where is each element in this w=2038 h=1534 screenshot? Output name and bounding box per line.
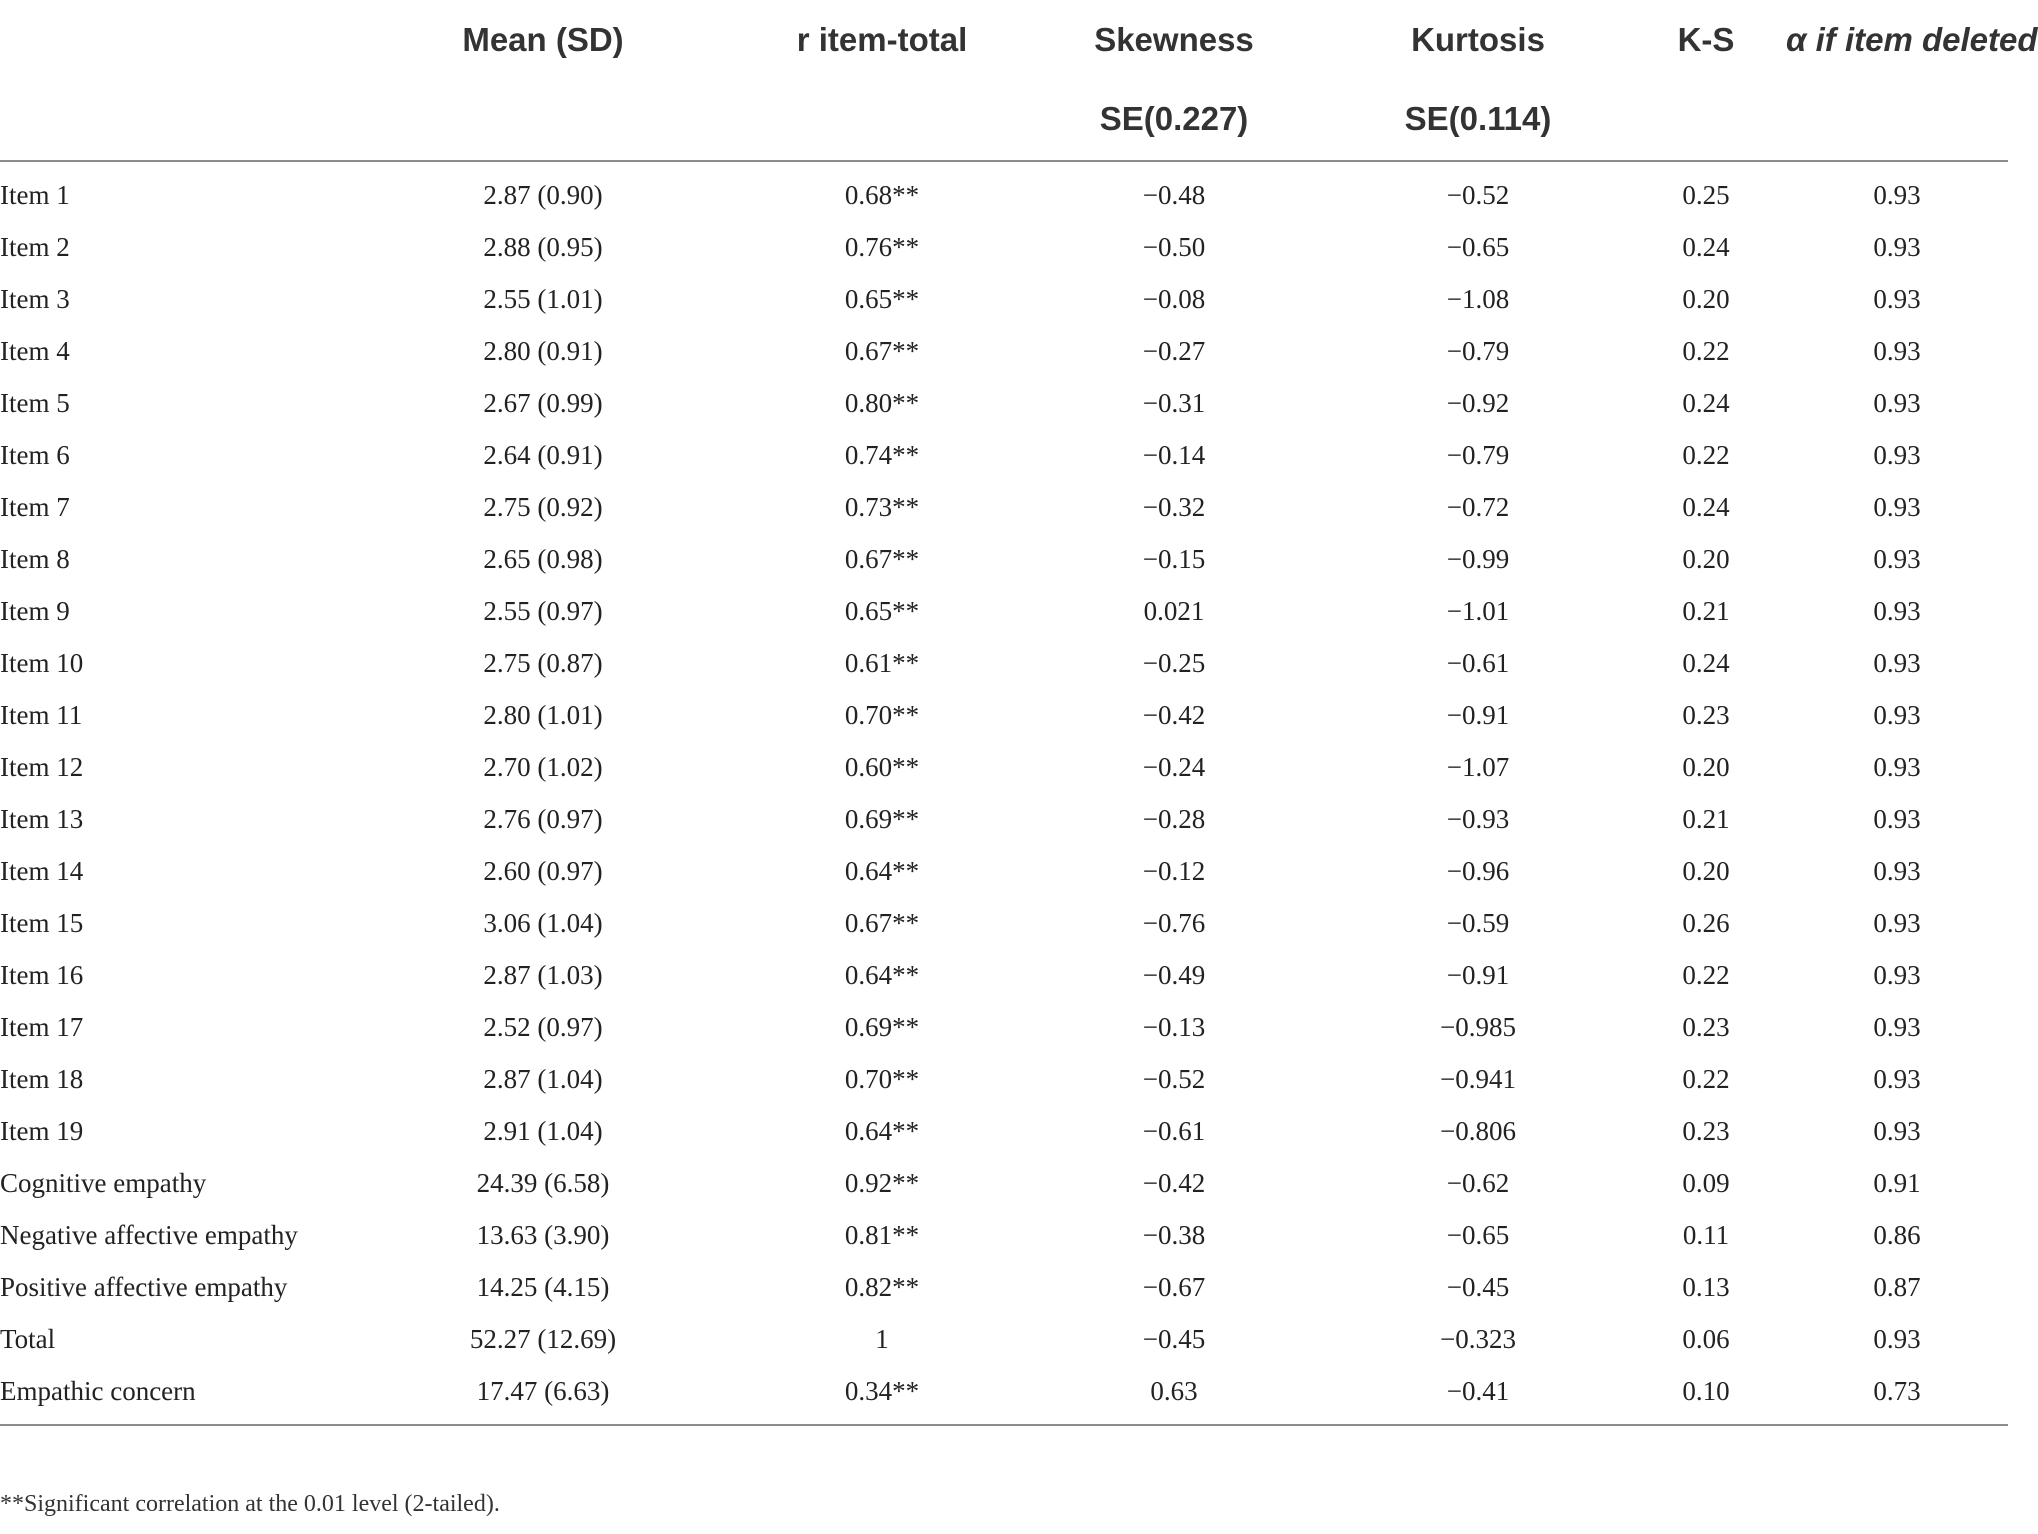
header-r-item-total-line1: r item-total: [796, 21, 968, 58]
r-item-total-cell: 0.65**: [844, 595, 920, 626]
r-item-total-cell: 0.64**: [844, 855, 920, 886]
ks-cell: 0.09: [1682, 1167, 1730, 1198]
r-item-total-cell: 0.70**: [844, 699, 920, 730]
table-row: [0, 741, 2008, 793]
mean-sd-cell: 2.60 (0.97): [483, 855, 603, 886]
kurtosis-cell: −0.806: [1440, 1115, 1516, 1146]
mean-sd-cell: 3.06 (1.04): [483, 907, 603, 938]
header-kurtosis-line1: Kurtosis: [1411, 21, 1545, 58]
mean-sd-cell: 2.67 (0.99): [483, 387, 603, 418]
ks-cell: 0.22: [1682, 335, 1730, 366]
r-item-total-cell: 0.74**: [844, 439, 920, 470]
alpha-cell: 0.93: [1873, 543, 1921, 574]
r-item-total-cell: 0.64**: [844, 1115, 920, 1146]
row-label: Item 2: [0, 231, 70, 262]
kurtosis-cell: −0.92: [1446, 387, 1510, 418]
skewness-cell: 0.021: [1143, 595, 1205, 626]
alpha-cell: 0.93: [1873, 959, 1921, 990]
row-label: Item 4: [0, 335, 70, 366]
skewness-cell: −0.08: [1142, 283, 1206, 314]
header-row: [0, 0, 2008, 161]
skewness-cell: −0.12: [1142, 855, 1206, 886]
alpha-cell: 0.91: [1873, 1167, 1921, 1198]
row-label: Item 17: [0, 1011, 84, 1042]
table-row: [0, 481, 2008, 533]
ks-cell: 0.13: [1682, 1271, 1730, 1302]
r-item-total-cell: 0.73**: [844, 491, 920, 522]
skewness-cell: 0.63: [1150, 1375, 1198, 1406]
kurtosis-cell: −0.323: [1440, 1323, 1516, 1354]
header-skewness-se: SE(0.227): [1099, 100, 1249, 137]
kurtosis-cell: −0.45: [1446, 1271, 1510, 1302]
table-row: [0, 949, 2008, 1001]
ks-cell: 0.23: [1682, 1011, 1730, 1042]
alpha-cell: 0.93: [1873, 647, 1921, 678]
ks-cell: 0.25: [1682, 179, 1730, 210]
skewness-cell: −0.31: [1142, 387, 1206, 418]
header-kurtosis: [1330, 0, 1626, 161]
r-item-total-cell: 0.69**: [844, 803, 920, 834]
table-row: [0, 161, 2008, 221]
mean-sd-cell: 52.27 (12.69): [469, 1323, 617, 1354]
row-label: Item 7: [0, 491, 70, 522]
header-ks: [1626, 0, 1786, 161]
kurtosis-cell: −1.07: [1446, 751, 1510, 782]
r-item-total-cell: 0.34**: [844, 1375, 920, 1406]
r-item-total-cell: 0.82**: [844, 1271, 920, 1302]
table-footnote: **Significant correlation at the 0.01 level (2-tailed).: [0, 1491, 500, 1517]
mean-sd-cell: 2.52 (0.97): [483, 1011, 603, 1042]
ks-cell: 0.22: [1682, 439, 1730, 470]
mean-sd-cell: 2.75 (0.87): [483, 647, 603, 678]
skewness-cell: −0.27: [1142, 335, 1206, 366]
skewness-cell: −0.42: [1142, 1167, 1206, 1198]
kurtosis-cell: −0.52: [1446, 179, 1510, 210]
skewness-cell: −0.24: [1142, 751, 1206, 782]
row-label: Cognitive empathy: [0, 1167, 207, 1198]
skewness-cell: −0.38: [1142, 1219, 1206, 1250]
ks-cell: 0.21: [1682, 803, 1730, 834]
skewness-cell: −0.13: [1142, 1011, 1206, 1042]
mean-sd-cell: 2.76 (0.97): [483, 803, 603, 834]
table-row: [0, 1053, 2008, 1105]
row-label: Item 6: [0, 439, 70, 470]
header-mean-sd: [340, 0, 746, 161]
kurtosis-cell: −0.79: [1446, 439, 1510, 470]
skewness-cell: −0.42: [1142, 699, 1206, 730]
table-row: [0, 377, 2008, 429]
kurtosis-cell: −0.91: [1446, 699, 1510, 730]
kurtosis-cell: −1.08: [1446, 283, 1510, 314]
alpha-cell: 0.73: [1873, 1375, 1921, 1406]
table-body: [0, 161, 2008, 1424]
row-label: Item 15: [0, 907, 84, 938]
skewness-cell: −0.61: [1142, 1115, 1206, 1146]
r-item-total-cell: 0.76**: [844, 231, 920, 262]
header-r-item-total: [746, 0, 1018, 161]
table-row: [0, 637, 2008, 689]
r-item-total-cell: 0.65**: [844, 283, 920, 314]
alpha-cell: 0.93: [1873, 231, 1921, 262]
header-ks-line1: K-S: [1677, 21, 1735, 58]
table-row: [0, 325, 2008, 377]
alpha-cell: 0.93: [1873, 1063, 1921, 1094]
alpha-cell: 0.93: [1873, 803, 1921, 834]
row-label: Item 19: [0, 1115, 84, 1146]
alpha-cell: 0.93: [1873, 387, 1921, 418]
table-row: [0, 221, 2008, 273]
alpha-cell: 0.87: [1873, 1271, 1921, 1302]
header-alpha-if-deleted: [1786, 0, 2038, 161]
header-item-column: [0, 0, 340, 161]
row-label: Item 5: [0, 387, 70, 418]
row-label: Item 13: [0, 803, 84, 834]
table-row: [0, 273, 2008, 325]
ks-cell: 0.23: [1682, 1115, 1730, 1146]
kurtosis-cell: −1.01: [1446, 595, 1510, 626]
mean-sd-cell: 2.87 (1.03): [483, 959, 603, 990]
r-item-total-cell: 0.64**: [844, 959, 920, 990]
ks-cell: 0.20: [1682, 855, 1730, 886]
alpha-cell: 0.93: [1873, 1011, 1921, 1042]
kurtosis-cell: −0.96: [1446, 855, 1510, 886]
row-label: Item 18: [0, 1063, 84, 1094]
row-label: Empathic concern: [0, 1375, 196, 1406]
row-label: Positive affective empathy: [0, 1271, 288, 1302]
kurtosis-cell: −0.99: [1446, 543, 1510, 574]
ks-cell: 0.22: [1682, 1063, 1730, 1094]
table-row: [0, 429, 2008, 481]
alpha-cell: 0.93: [1873, 699, 1921, 730]
ks-cell: 0.26: [1682, 907, 1730, 938]
mean-sd-cell: 2.65 (0.98): [483, 543, 603, 574]
skewness-cell: −0.49: [1142, 959, 1206, 990]
r-item-total-cell: 0.60**: [844, 751, 920, 782]
alpha-cell: 0.93: [1873, 595, 1921, 626]
skewness-cell: −0.14: [1142, 439, 1206, 470]
alpha-cell: 0.93: [1873, 179, 1921, 210]
ks-cell: 0.24: [1682, 491, 1730, 522]
skewness-cell: −0.50: [1142, 231, 1206, 262]
skewness-cell: −0.67: [1142, 1271, 1206, 1302]
header-skewness-line1: Skewness: [1094, 21, 1254, 58]
kurtosis-cell: −0.941: [1440, 1063, 1516, 1094]
header-mean-sd-line1: Mean (SD): [462, 21, 624, 58]
table-header: [0, 0, 2038, 161]
skewness-cell: −0.28: [1142, 803, 1206, 834]
mean-sd-cell: 2.80 (1.01): [483, 699, 603, 730]
r-item-total-cell: 0.70**: [844, 1063, 920, 1094]
skewness-cell: −0.52: [1142, 1063, 1206, 1094]
row-label: Item 8: [0, 543, 70, 574]
row-label: Item 11: [0, 699, 83, 730]
header-alpha-line1: α if item deleted: [1786, 21, 2038, 58]
skewness-cell: −0.76: [1142, 907, 1206, 938]
alpha-cell: 0.93: [1873, 855, 1921, 886]
r-item-total-cell: 0.67**: [844, 543, 920, 574]
alpha-cell: 0.93: [1873, 335, 1921, 366]
mean-sd-cell: 24.39 (6.58): [476, 1167, 610, 1198]
kurtosis-cell: −0.79: [1446, 335, 1510, 366]
mean-sd-cell: 2.55 (0.97): [483, 595, 603, 626]
row-label: Total: [0, 1323, 56, 1354]
kurtosis-cell: −0.91: [1446, 959, 1510, 990]
r-item-total-cell: 1: [875, 1323, 889, 1354]
alpha-cell: 0.93: [1873, 439, 1921, 470]
table-row: [0, 585, 2008, 637]
header-kurtosis-se: SE(0.114): [1404, 100, 1552, 137]
r-item-total-cell: 0.69**: [844, 1011, 920, 1042]
ks-cell: 0.10: [1682, 1375, 1730, 1406]
kurtosis-cell: −0.65: [1446, 1219, 1510, 1250]
mean-sd-cell: 2.75 (0.92): [483, 491, 603, 522]
alpha-cell: 0.93: [1873, 751, 1921, 782]
kurtosis-cell: −0.65: [1446, 231, 1510, 262]
mean-sd-cell: 2.88 (0.95): [483, 231, 603, 262]
ks-cell: 0.24: [1682, 231, 1730, 262]
alpha-cell: 0.93: [1873, 1115, 1921, 1146]
ks-cell: 0.20: [1682, 751, 1730, 782]
table-row: [0, 1261, 2008, 1313]
mean-sd-cell: 13.63 (3.90): [476, 1219, 610, 1250]
r-item-total-cell: 0.67**: [844, 335, 920, 366]
table-row: [0, 689, 2008, 741]
table-row: [0, 1365, 2008, 1424]
ks-cell: 0.22: [1682, 959, 1730, 990]
ks-cell: 0.20: [1682, 543, 1730, 574]
mean-sd-cell: 2.70 (1.02): [483, 751, 603, 782]
row-label: Item 14: [0, 855, 84, 886]
mean-sd-cell: 2.87 (1.04): [483, 1063, 603, 1094]
kurtosis-cell: −0.59: [1446, 907, 1510, 938]
kurtosis-cell: −0.985: [1440, 1011, 1516, 1042]
alpha-cell: 0.93: [1873, 491, 1921, 522]
ks-cell: 0.11: [1682, 1219, 1730, 1250]
mean-sd-cell: 14.25 (4.15): [476, 1271, 610, 1302]
skewness-cell: −0.15: [1142, 543, 1206, 574]
header-skewness: [1018, 0, 1330, 161]
table-row: [0, 533, 2008, 585]
mean-sd-cell: 2.80 (0.91): [483, 335, 603, 366]
r-item-total-cell: 0.92**: [844, 1167, 920, 1198]
alpha-cell: 0.93: [1873, 1323, 1921, 1354]
mean-sd-cell: 2.91 (1.04): [483, 1115, 603, 1146]
alpha-cell: 0.93: [1873, 283, 1921, 314]
row-label: Item 10: [0, 647, 84, 678]
skewness-cell: −0.48: [1142, 179, 1206, 210]
row-label: Item 3: [0, 283, 70, 314]
row-label: Item 9: [0, 595, 70, 626]
r-item-total-cell: 0.67**: [844, 907, 920, 938]
r-item-total-cell: 0.81**: [844, 1219, 920, 1250]
kurtosis-cell: −0.72: [1446, 491, 1510, 522]
ks-cell: 0.06: [1682, 1323, 1730, 1354]
table-row: [0, 1313, 2008, 1365]
mean-sd-cell: 2.64 (0.91): [483, 439, 603, 470]
skewness-cell: −0.45: [1142, 1323, 1206, 1354]
table-row: [0, 1157, 2008, 1209]
ks-cell: 0.23: [1682, 699, 1730, 730]
row-label: Negative affective empathy: [0, 1219, 298, 1250]
table-bottom-rule: [0, 1424, 2008, 1426]
r-item-total-cell: 0.80**: [844, 387, 920, 418]
table-row: [0, 845, 2008, 897]
table-row: [0, 1105, 2008, 1157]
ks-cell: 0.24: [1682, 647, 1730, 678]
mean-sd-cell: 17.47 (6.63): [476, 1375, 610, 1406]
table-row: [0, 793, 2008, 845]
row-label: Item 1: [0, 179, 70, 210]
ks-cell: 0.20: [1682, 283, 1730, 314]
table-row: [0, 1209, 2008, 1261]
kurtosis-cell: −0.93: [1446, 803, 1510, 834]
alpha-cell: 0.86: [1873, 1219, 1921, 1250]
mean-sd-cell: 2.55 (1.01): [483, 283, 603, 314]
table-row: [0, 1001, 2008, 1053]
kurtosis-cell: −0.61: [1446, 647, 1510, 678]
skewness-cell: −0.25: [1142, 647, 1206, 678]
kurtosis-cell: −0.41: [1446, 1375, 1510, 1406]
ks-cell: 0.21: [1682, 595, 1730, 626]
r-item-total-cell: 0.61**: [844, 647, 920, 678]
alpha-cell: 0.93: [1873, 907, 1921, 938]
row-label: Item 12: [0, 751, 84, 782]
row-label: Item 16: [0, 959, 84, 990]
mean-sd-cell: 2.87 (0.90): [483, 179, 603, 210]
skewness-cell: −0.32: [1142, 491, 1206, 522]
r-item-total-cell: 0.68**: [844, 179, 920, 210]
kurtosis-cell: −0.62: [1446, 1167, 1510, 1198]
ks-cell: 0.24: [1682, 387, 1730, 418]
table-row: [0, 897, 2008, 949]
